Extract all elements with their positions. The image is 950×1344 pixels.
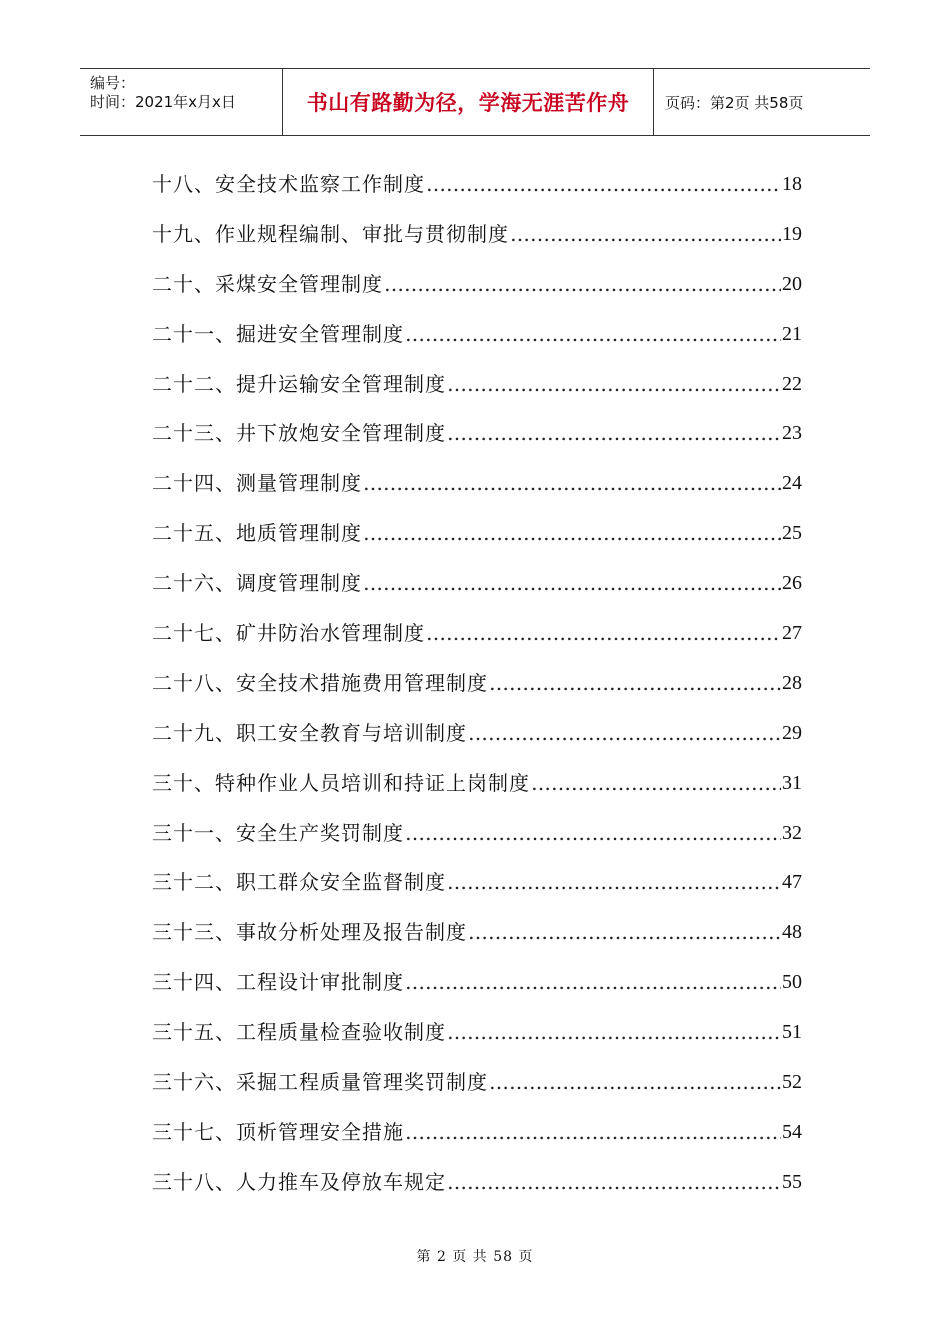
toc-entry[interactable]	[152, 918, 802, 968]
toc-entry-title: 三十七、顶析管理安全措施	[152, 1119, 404, 1144]
toc-entry-page: 26	[782, 572, 802, 595]
toc-entry-page: 52	[782, 1071, 802, 1094]
page-header	[80, 68, 870, 136]
toc-leader-dots	[426, 170, 781, 198]
toc-entry-title: 三十六、采掘工程质量管理奖罚制度	[152, 1070, 488, 1095]
toc-leader-dots	[363, 519, 781, 547]
toc-entry-page: 54	[782, 1120, 802, 1143]
toc-leader-dots	[405, 819, 781, 847]
toc-entry-title: 十九、作业规程编制、审批与贯彻制度	[152, 221, 509, 246]
toc-entry-title: 三十、特种作业人员培训和持证上岗制度	[152, 770, 530, 795]
toc-entry[interactable]	[152, 868, 802, 918]
toc-entry-page: 19	[782, 222, 802, 245]
toc-entry-title: 十八、安全技术监察工作制度	[152, 172, 425, 196]
toc-entry-page: 29	[782, 721, 802, 744]
toc-entry[interactable]	[152, 469, 802, 519]
toc-entry-title: 二十八、安全技术措施费用管理制度	[152, 670, 488, 695]
table-of-contents	[152, 170, 802, 1218]
toc-entry[interactable]	[152, 320, 802, 370]
toc-leader-dots	[405, 320, 781, 348]
toc-entry[interactable]	[152, 519, 802, 569]
toc-entry-page: 31	[782, 771, 802, 794]
toc-entry[interactable]	[152, 819, 802, 869]
toc-leader-dots	[363, 469, 781, 497]
toc-leader-dots	[363, 569, 781, 597]
header-page-info: 页码：第2页 共58页	[665, 93, 804, 112]
toc-leader-dots	[510, 220, 781, 248]
toc-entry[interactable]	[152, 419, 802, 469]
toc-leader-dots	[405, 968, 781, 996]
document-number-label: 编号：	[90, 74, 136, 92]
toc-leader-dots	[468, 719, 781, 747]
toc-entry[interactable]	[152, 1118, 802, 1168]
toc-entry[interactable]	[152, 769, 802, 819]
toc-entry-title: 二十九、职工安全教育与培训制度	[152, 720, 467, 745]
toc-entry[interactable]	[152, 170, 802, 220]
toc-entry-page: 27	[782, 622, 802, 645]
toc-entry-title: 二十六、调度管理制度	[152, 571, 362, 596]
toc-entry-page: 51	[782, 1021, 802, 1044]
toc-leader-dots	[489, 669, 781, 697]
toc-entry-title: 二十三、井下放炮安全管理制度	[152, 421, 446, 446]
toc-entry-page: 18	[782, 173, 802, 195]
toc-entry[interactable]	[152, 370, 802, 420]
page-footer: 第 2 页 共 58 页	[416, 1249, 534, 1265]
toc-entry-page: 48	[782, 921, 802, 944]
toc-entry-page: 22	[782, 372, 802, 395]
toc-entry-page: 25	[782, 522, 802, 545]
toc-entry-page: 55	[782, 1170, 802, 1193]
toc-entry[interactable]	[152, 1018, 802, 1068]
toc-entry-page: 24	[782, 472, 802, 495]
header-motto: 书山有路勤为径，学海无涯苦作舟	[282, 69, 654, 135]
header-info-cell	[80, 69, 282, 135]
toc-entry-title: 二十、采煤安全管理制度	[152, 271, 383, 296]
toc-leader-dots	[447, 868, 781, 896]
toc-leader-dots	[447, 1168, 781, 1196]
toc-entry[interactable]	[152, 1068, 802, 1118]
toc-entry-page: 47	[782, 871, 802, 894]
toc-entry-title: 二十二、提升运输安全管理制度	[152, 371, 446, 396]
toc-entry[interactable]	[152, 220, 802, 270]
toc-entry-title: 二十七、矿井防治水管理制度	[152, 621, 425, 646]
toc-entry[interactable]	[152, 1168, 802, 1218]
document-time-label: 时间：2021年x月x日	[90, 93, 236, 111]
toc-entry-page: 21	[782, 322, 802, 345]
toc-entry-title: 三十五、工程质量检查验收制度	[152, 1020, 446, 1045]
toc-leader-dots	[447, 419, 781, 447]
toc-leader-dots	[468, 918, 781, 946]
toc-entry-page: 20	[782, 272, 802, 295]
toc-entry-title: 三十三、事故分析处理及报告制度	[152, 920, 467, 945]
toc-leader-dots	[384, 270, 781, 298]
toc-leader-dots	[447, 1018, 781, 1046]
toc-entry-title: 二十五、地质管理制度	[152, 521, 362, 546]
toc-leader-dots	[447, 370, 781, 398]
toc-entry[interactable]	[152, 270, 802, 320]
toc-entry-title: 三十二、职工群众安全监督制度	[152, 870, 446, 895]
toc-entry[interactable]	[152, 719, 802, 769]
toc-leader-dots	[405, 1118, 781, 1146]
toc-entry-title: 二十四、测量管理制度	[152, 471, 362, 496]
toc-entry[interactable]	[152, 619, 802, 669]
toc-entry-page: 32	[782, 821, 802, 844]
toc-entry-page: 28	[782, 671, 802, 694]
toc-leader-dots	[489, 1068, 781, 1096]
toc-entry[interactable]	[152, 669, 802, 719]
toc-entry-page: 23	[782, 422, 802, 445]
toc-leader-dots	[531, 769, 781, 797]
toc-leader-dots	[426, 619, 781, 647]
toc-entry[interactable]	[152, 968, 802, 1018]
toc-entry-title: 三十一、安全生产奖罚制度	[152, 820, 404, 845]
toc-entry[interactable]	[152, 569, 802, 619]
toc-entry-title: 二十一、掘进安全管理制度	[152, 321, 404, 346]
toc-entry-page: 50	[782, 971, 802, 994]
toc-entry-title: 三十四、工程设计审批制度	[152, 970, 404, 995]
toc-entry-title: 三十八、人力推车及停放车规定	[152, 1169, 446, 1194]
